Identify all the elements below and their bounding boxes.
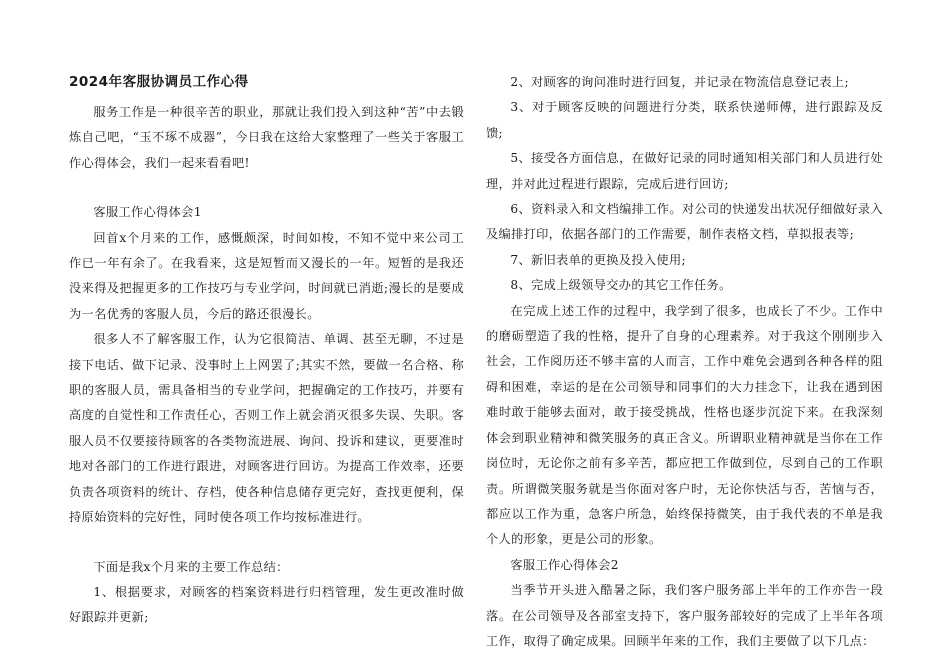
list-item-7: 7、新旧表单的更换及投入使用; [510, 252, 686, 267]
list-item-3: 3、对于顾客反映的问题进行分类，联系快递师傅，进行跟踪及反馈; [486, 100, 883, 140]
section-heading-1: 客服工作心得体会1 [93, 205, 202, 220]
paragraph-3: 下面是我x个月来的主要工作总结： [93, 559, 289, 574]
paragraph-5: 当季节开头进入酷暑之际，我们客户服务部上半年的工作亦告一段落。在公司领导及各部室支持下，客户服务部较好的完成了上半年各项工作，取得了确定成果。回顾半年来的工作，我们主要做了以下几点： [486, 583, 883, 648]
list-item-2: 2、对顾客的询问准时进行回复，并记录在物流信息登记表上; [510, 75, 849, 89]
left-column [69, 70, 464, 631]
paragraph-1: 回首x个月来的工作，感慨颇深，时间如梭，不知不觉中来公司工作已一年有余了。在我看来，这是短暂而又漫长的一年。短暂的是我还没来得及把握更多的工作技巧与专业学问，时间就已消逝;漫长的是要成为一名优秀的客服人员，今后的路还很漫长。 [69, 230, 464, 321]
document-title: 2024年客服协调员工作心得 [69, 74, 249, 90]
list-item-5: 5、接受各方面信息，在做好记录的同时通知相关部门和人员进行处理，并对此过程进行跟踪，完成后进行回访; [486, 151, 883, 191]
list-item-1: 1、根据要求，对顾客的档案资料进行归档管理，发生更改准时做好跟踪并更新; [69, 584, 464, 625]
right-column [486, 70, 883, 654]
spacer [69, 176, 464, 200]
paragraph-4: 在完成上述工作的过程中，我学到了很多，也成长了不少。工作中的磨砺塑造了我的性格，提升了自身的心理素养。对于我这个刚刚步入社会，工作阅历还不够丰富的人而言，工作中难免会遇到各种各样的阻碍和困难，幸运的是在公司领导和同事们的大力挂念下，让我在遇到困难时敢于能够去面对，敢于接受挑战，性格也逐步沉淀下来。在我深刻体会到职业精神和微笑服务的真正含义。所谓职业精神就是当你在工作岗位时，无论你之前有多辛苦，都应把工作做到位，尽到自己的工作职责。所谓微笑服务就是当你面对客户时，无论你快活与否，苦恼与否，都应以工作为重，急客户所急，始终保持微笑，由于我代表的不单是我个人的形象，更是公司的形象。 [486, 303, 883, 547]
list-item-8: 8、完成上级领导交办的其它工作任务。 [510, 278, 732, 293]
intro-paragraph: 服务工作是一种很辛苦的职业，那就让我们投入到这种“苦”中去锻炼自己吧，“玉不琢不成器”，今日我在这给大家整理了一些关于客服工作心得体会，我们一起来看看吧! [69, 105, 464, 170]
list-item-6: 6、资料录入和文档编排工作。对公司的快递发出状况仔细做好录入及编排打印，依据各部门的工作需要，制作表格文档，草拟报表等; [486, 202, 883, 242]
section-heading-2: 客服工作心得体会2 [510, 557, 619, 572]
paragraph-2: 很多人不了解客服工作，认为它很简洁、单调、甚至无聊，不过是接下电话、做下记录、没事时上上网罢了;其实不然，要做一名合格、称职的客服人员，需具备相当的专业学问，把握确定的工作技巧，并要有高度的自觉性和工作责任心，否则工作上就会消灭很多失误、失职。客服人员不仅要接待顾客的各类物流进展、询问、投诉和建议，更要准时地对各部门的工作进行跟进，对顾客进行回访。为提高工作效率，还要负责各项资料的统计、存档，使各种信息储存更完好，查找更便利，保持原始资料的完好性，同时使各项工作均按标准进行。 [69, 332, 464, 525]
spacer [69, 531, 464, 555]
